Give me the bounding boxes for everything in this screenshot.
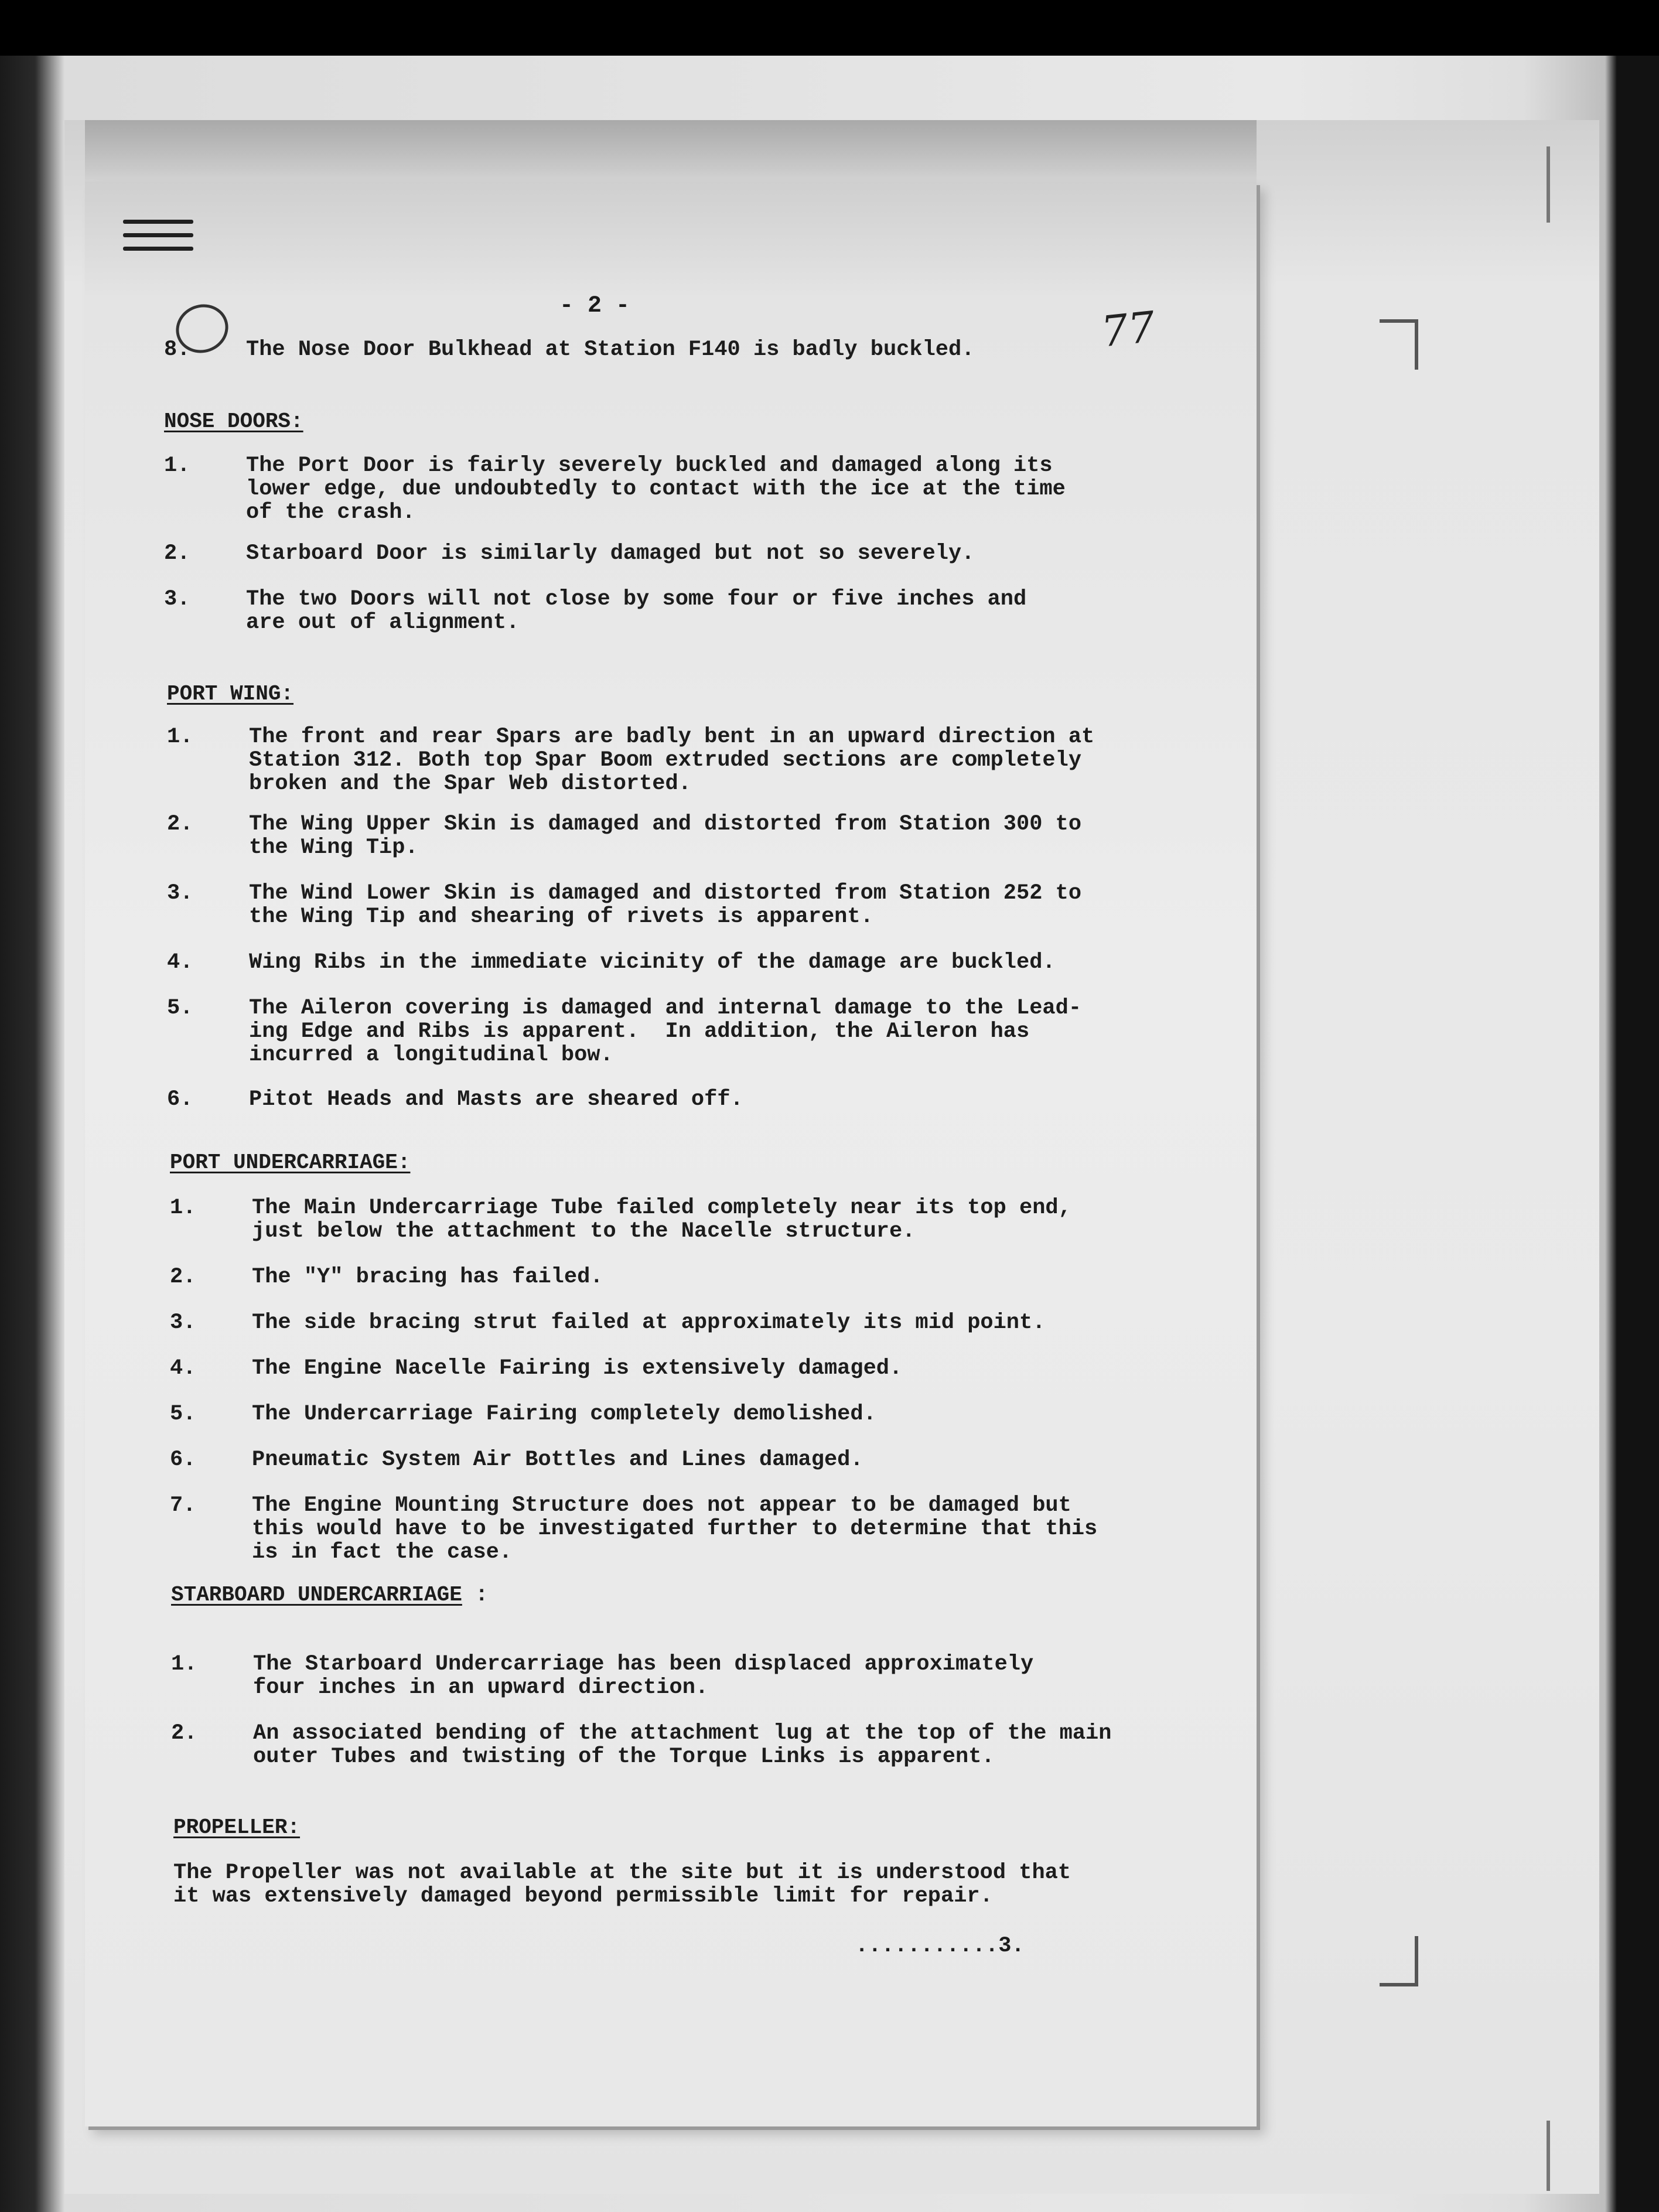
- item-text: The side bracing strut failed at approximately its mid point.: [252, 1310, 1046, 1335]
- paper-top-fold: [85, 120, 1257, 190]
- list-item: [164, 454, 1066, 524]
- list-item: [170, 1265, 603, 1289]
- list-item: [171, 1722, 1111, 1769]
- item-number: 2.: [164, 541, 190, 566]
- item-text: The Nose Door Bulkhead at Station F140 is badly buckled.: [246, 337, 975, 362]
- item-number: 6.: [170, 1448, 196, 1472]
- list-item: [170, 1311, 1045, 1334]
- item-text: Pneumatic System Air Bottles and Lines damaged.: [252, 1448, 863, 1472]
- item-number: 1.: [167, 725, 193, 749]
- item-number: 2.: [170, 1265, 196, 1289]
- item-number: 3.: [170, 1310, 196, 1335]
- list-item: [167, 996, 1081, 1067]
- page-continuation-marker: ...........3.: [855, 1934, 1025, 1958]
- item-number: 6.: [167, 1087, 193, 1112]
- section-heading-port-wing: PORT WING:: [167, 682, 294, 706]
- list-item: [164, 588, 1026, 634]
- item-text: Pitot Heads and Masts are sheared off.: [249, 1087, 743, 1112]
- item-number: 5.: [170, 1402, 196, 1426]
- section-heading-starboard-undercarriage: STARBOARD UNDERCARRIAGE: [171, 1583, 462, 1607]
- item-number: 7.: [170, 1493, 196, 1518]
- item-number: 4.: [167, 950, 193, 975]
- section-heading-port-undercarriage: PORT UNDERCARRIAGE:: [170, 1151, 411, 1175]
- scan-edge-mark-top: [1547, 146, 1550, 223]
- list-item: [167, 951, 1056, 974]
- item-number: 2.: [171, 1721, 197, 1746]
- staple-marks: [123, 220, 193, 267]
- item-text: Starboard Door is similarly damaged but not so severely.: [246, 541, 975, 566]
- registration-mark-bottom: [1380, 1936, 1418, 1986]
- page-number: - 2 -: [559, 293, 630, 319]
- list-item: [167, 725, 1094, 796]
- item-text: The Aileron covering is damaged and internal damage to the Lead- ing Edge and Ribs is apparent. In addition, the Aileron has incurred a longitudinal bow.: [249, 996, 1082, 1067]
- item-text: The two Doors will not close by some four or five inches and are out of alignment.: [246, 587, 1027, 635]
- item-text: The Starboard Undercarriage has been displaced approximately four inches in an upward direction.: [253, 1652, 1034, 1700]
- item-text: The Engine Nacelle Fairing is extensively damaged.: [252, 1356, 903, 1381]
- section-heading-nose-doors: NOSE DOORS:: [164, 409, 303, 433]
- list-item: [170, 1402, 876, 1426]
- item-text: The Main Undercarriage Tube failed completely near its top end, just below the attachment to the Nacelle structure.: [252, 1196, 1071, 1244]
- item-number: 5.: [167, 996, 193, 1020]
- list-item: [167, 882, 1081, 929]
- item-text: The Wing Upper Skin is damaged and distorted from Station 300 to the Wing Tip.: [249, 812, 1082, 860]
- item-text: The Wind Lower Skin is damaged and distorted from Station 252 to the Wing Tip and shearing of rivets is apparent.: [249, 881, 1082, 929]
- item-number: 1.: [164, 453, 190, 478]
- propeller-paragraph: The Propeller was not available at the site but it is understood that it was extensively damaged beyond permissible limit for repair.: [173, 1861, 1071, 1909]
- item-number: 4.: [170, 1356, 196, 1381]
- item-number: 3.: [164, 587, 190, 612]
- item-text: The Engine Mounting Structure does not appear to be damaged but this would have to be investigated further to determine that this is in fact the case.: [252, 1493, 1098, 1565]
- item-text: Wing Ribs in the immediate vicinity of the damage are buckled.: [249, 950, 1056, 975]
- section-heading-starboard-undercarriage-row: [171, 1583, 488, 1607]
- section-heading-suffix: :: [462, 1583, 489, 1607]
- item-number: 1.: [170, 1196, 196, 1220]
- item-text: The "Y" bracing has failed.: [252, 1265, 603, 1289]
- list-item: [164, 542, 974, 565]
- item-number: 3.: [167, 881, 193, 906]
- item-number: 2.: [167, 812, 193, 837]
- scan-top-border: [0, 0, 1659, 56]
- list-item: [170, 1448, 863, 1472]
- item-text: The Undercarriage Fairing completely demolished.: [252, 1402, 876, 1426]
- list-item: [164, 338, 974, 361]
- handwritten-folio-number: 77: [1098, 302, 1158, 357]
- scan-edge-mark-bottom: [1547, 2121, 1550, 2191]
- item-number: 8.: [164, 337, 190, 362]
- list-item: [170, 1357, 902, 1380]
- list-item: [167, 1088, 743, 1111]
- item-number: 1.: [171, 1652, 197, 1677]
- registration-mark-top: [1380, 319, 1418, 370]
- item-text: The front and rear Spars are badly bent in an upward direction at Station 312. Both top Spar Boom extruded sections are completely broken and the Spar Web distorted.: [249, 725, 1095, 796]
- item-text: An associated bending of the attachment lug at the top of the main outer Tubes and twisting of the Torque Links is apparent.: [253, 1721, 1112, 1769]
- list-item: [167, 813, 1081, 859]
- list-item: [170, 1494, 1097, 1564]
- list-item: [171, 1653, 1033, 1699]
- section-heading-propeller: PROPELLER:: [173, 1815, 301, 1839]
- list-item: [170, 1196, 1071, 1243]
- item-text: The Port Door is fairly severely buckled and damaged along its lower edge, due undoubtedly to contact with the ice at the time of the crash.: [246, 453, 1066, 525]
